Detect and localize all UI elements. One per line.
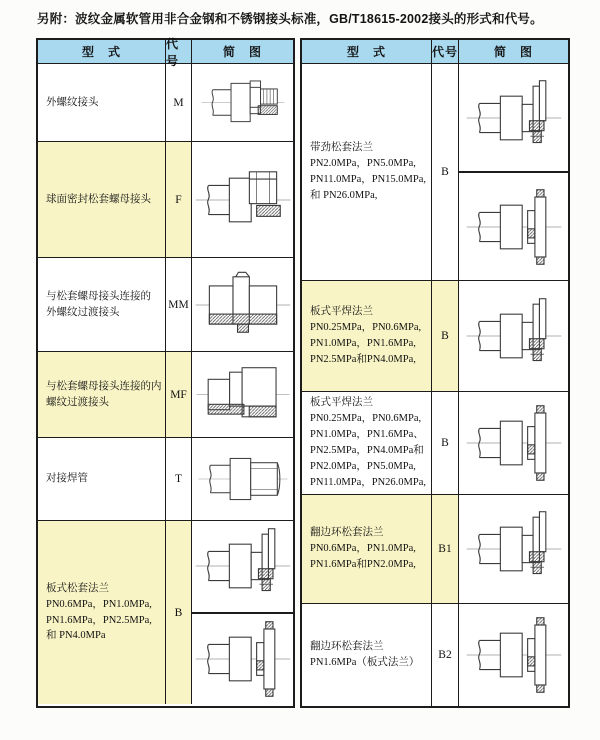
type-text: 和 PN4.0MPa — [46, 630, 106, 642]
type-text: PN2.0MPa，PN5.0MPa, — [310, 158, 416, 170]
code-cell: B2 — [432, 604, 459, 706]
type-text: PN0.6MPa，PN1.0MPa, — [46, 598, 152, 610]
diagram-cell — [192, 521, 293, 704]
type-cell — [302, 392, 432, 494]
table-row — [38, 63, 293, 141]
diagram-cell — [459, 392, 568, 494]
code-cell: B — [166, 521, 192, 704]
diagram-svg — [193, 160, 293, 240]
type-text: 板式平焊法兰 — [310, 306, 373, 318]
type-text: PN11.0MPa，PN15.0MPa, — [310, 174, 427, 185]
fitting-diagram-flange-section — [459, 171, 568, 280]
fitting-diagram-nipple-female — [192, 352, 293, 437]
type-cell — [302, 64, 432, 280]
type-text: 板式平焊法兰 — [310, 397, 373, 408]
fittings-tables — [36, 38, 570, 708]
type-cell — [38, 142, 166, 257]
type-text: 外螺纹接头 — [46, 96, 99, 108]
fitting-diagram-weld — [192, 438, 293, 520]
diagram-svg — [193, 357, 293, 432]
type-text: PN11.0MPa，PN26.0MPa, — [310, 476, 427, 488]
diagram-cell — [459, 281, 568, 391]
code-cell: B — [432, 281, 459, 391]
type-cell — [38, 258, 166, 351]
fitting-diagram-nipple — [192, 258, 293, 351]
diagram-svg — [193, 443, 293, 515]
diagram-svg — [464, 615, 564, 695]
fittings-table-left — [36, 38, 295, 708]
table-row — [38, 257, 293, 351]
type-cell — [38, 521, 166, 704]
type-cell — [302, 495, 432, 603]
type-text: PN0.25MPa，PN0.6MPa, — [310, 322, 422, 334]
diagram-svg — [193, 265, 293, 345]
table-row — [38, 437, 293, 520]
fittings-table-right — [300, 38, 570, 708]
type-text: 螺纹过渡接头 — [46, 396, 109, 408]
type-text: PN1.0MPa，PN1.6MPa, — [310, 338, 416, 349]
type-cell — [38, 438, 166, 520]
fitting-diagram-flange-tall — [459, 495, 568, 603]
type-text: PN1.6MPa和PN2.0MPa, — [310, 558, 416, 570]
diagram-cell — [192, 258, 293, 351]
type-text: 球面密封松套螺母接头 — [46, 193, 151, 205]
diagram-cell — [192, 142, 293, 257]
type-text: PN0.25MPa，PN0.6MPa, — [310, 412, 422, 424]
type-text: 与松套螺母接头连接的 — [46, 290, 151, 302]
col-header-diagram: 简 图 — [493, 45, 533, 59]
col-header-code: 代号 — [166, 40, 192, 63]
type-cell — [38, 64, 166, 141]
table-row — [302, 63, 568, 280]
fitting-diagram-flange-tall — [459, 64, 568, 171]
diagram-cell — [192, 438, 293, 520]
diagram-svg — [464, 78, 564, 158]
code-cell: B1 — [432, 495, 459, 603]
table-row — [38, 520, 293, 704]
diagram-cell — [459, 64, 568, 280]
type-text: PN2.5MPa和PN4.0MPa, — [310, 353, 416, 365]
diagram-cell — [192, 64, 293, 141]
diagram-svg — [193, 526, 293, 606]
fitting-diagram-male-thread — [192, 64, 293, 141]
type-text: PN2.0MPa，PN5.0MPa, — [310, 460, 416, 472]
code-cell: MM — [166, 258, 192, 351]
type-text: PN2.5MPa，PN4.0MPa和 — [310, 444, 424, 456]
code-cell: B — [432, 392, 459, 494]
diagram-svg — [464, 403, 564, 483]
type-text: 与松套螺母接头连接的内 — [46, 380, 162, 392]
fitting-diagram-flange-section — [459, 392, 568, 494]
diagram-svg — [464, 509, 564, 589]
col-header-diagram: 简 图 — [222, 45, 262, 59]
table-header-row — [302, 40, 568, 63]
table-row — [302, 391, 568, 494]
table-header-row — [38, 36, 293, 68]
code-cell: M — [166, 64, 192, 141]
diagram-cell — [459, 604, 568, 706]
type-text: 带劲松套法兰 — [310, 142, 373, 154]
type-text: 翻边环松套法兰 — [310, 640, 384, 652]
type-text: 和 PN26.0MPa, — [310, 189, 378, 201]
type-text: PN1.6MPa（板式法兰） — [310, 656, 420, 668]
type-text: 翻边环松套法兰 — [310, 526, 384, 538]
col-header-type: 型 式 — [302, 40, 432, 63]
type-text: PN1.0MPa，PN1.6MPa、 — [310, 428, 424, 440]
type-text: 板式松套法兰 — [46, 582, 109, 594]
fitting-diagram-flange-section — [459, 604, 568, 706]
type-text: PN1.6MPa，PN2.5MPa, — [46, 614, 152, 626]
fitting-diagram-flange-tall — [459, 281, 568, 391]
type-cell — [302, 281, 432, 391]
type-cell — [38, 352, 166, 437]
type-cell — [302, 604, 432, 706]
diagram-cell — [192, 352, 293, 437]
type-text: 对接焊管 — [46, 473, 88, 485]
code-cell: B — [432, 64, 459, 280]
code-cell: MF — [166, 352, 192, 437]
fitting-diagram-flange-section — [192, 612, 293, 705]
table-row — [302, 603, 568, 706]
diagram-svg — [193, 619, 293, 699]
table-row — [38, 141, 293, 257]
diagram-svg — [464, 187, 564, 267]
fitting-diagram-flange-tall — [192, 521, 293, 612]
diagram-svg — [464, 296, 564, 376]
code-cell: T — [166, 438, 192, 520]
diagram-cell — [459, 495, 568, 603]
col-header-type: 型 式 — [38, 40, 166, 63]
table-row — [38, 351, 293, 437]
code-cell: F — [166, 142, 192, 257]
diagram-svg — [193, 69, 293, 136]
type-text: 外螺纹过渡接头 — [46, 306, 120, 318]
page-title: 另附：波纹金属软管用非合金钢和不锈钢接头标准，GB/T18615-2002接头的形式和代号。 — [37, 12, 543, 26]
col-header-code: 代号 — [432, 40, 459, 63]
table-row — [302, 494, 568, 603]
fitting-diagram-nut — [192, 142, 293, 257]
table-row — [302, 280, 568, 391]
type-text: PN0.6MPa，PN1.0MPa, — [310, 542, 416, 554]
